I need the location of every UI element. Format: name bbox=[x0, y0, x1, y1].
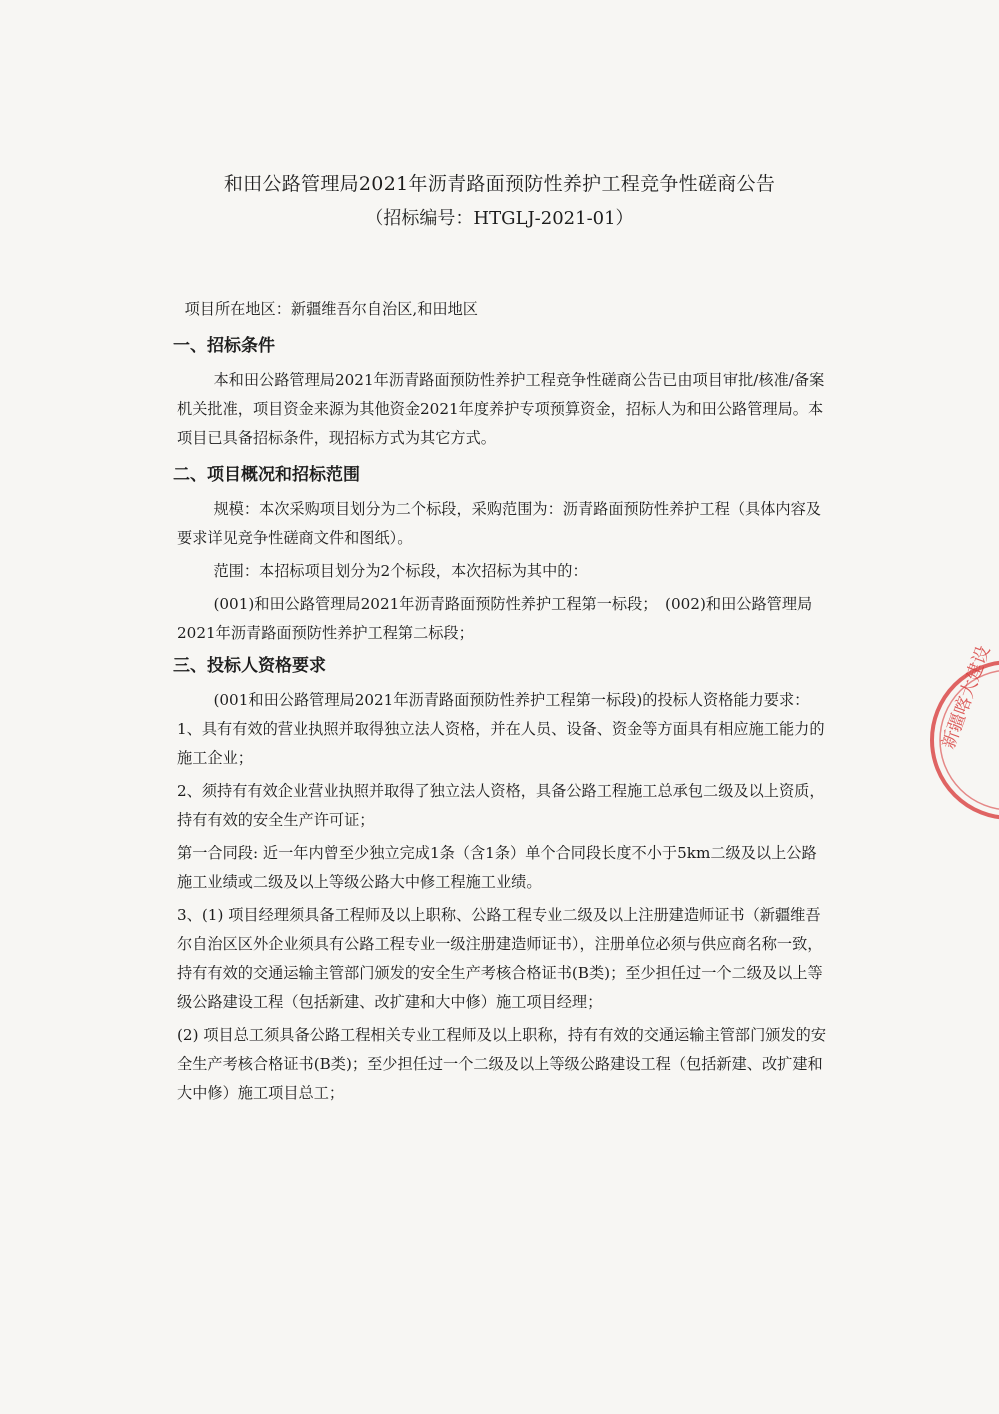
section2-lots: (001)和田公路管理局2021年沥青路面预防性养护工程第一标段； (002)和田公路管理局2021年沥青路面预防性养护工程第二标段； bbox=[177, 595, 813, 642]
section3-req3-1: 3、(1) 项目经理须具备工程师及以上职称、公路工程专业二级及以上注册建造师证书（新疆维吾尔自治区区外企业须具有公路工程专业一级注册建造师证书），注册单位必须与供应商名称一致，持有有效的交通运输主管部门颁发的安全生产考核合格证书(B类)；至少担任过一个二级及以上等级公路建设工程（包括新建、改扩建和大中修）施工项目经理； bbox=[177, 906, 823, 1011]
section3-lot1: 第一合同段: 近一年内曾至少独立完成1条（含1条）单个合同段长度不小于5km二级及以上公路施工业绩或二级及以上等级公路大中修工程施工业绩。 bbox=[177, 844, 817, 891]
section2-scale: 规模：本次采购项目划分为二个标段，采购范围为：沥青路面预防性养护工程（具体内容及要求详见竞争性磋商文件和图纸）。 bbox=[177, 500, 821, 547]
section3-req2: 2、须持有有效企业营业执照并取得了独立法人资格，具备公路工程施工总承包二级及以上资质，持有有效的安全生产许可证； bbox=[177, 782, 825, 829]
seal-text: 新疆喀大建设 bbox=[937, 643, 995, 752]
section2-scope: 范围：本招标项目划分为2个标段，本次招标为其中的： bbox=[213, 562, 588, 580]
document-body bbox=[173, 295, 827, 1108]
section2-heading: 二、项目概况和招标范围 bbox=[173, 465, 360, 485]
red-seal-stamp bbox=[925, 640, 999, 840]
section1-paragraph: 本和田公路管理局2021年沥青路面预防性养护工程竞争性磋商公告已由项目审批/核准/备案机关批准，项目资金来源为其他资金2021年度养护专项预算资金，招标人为和田公路管理局。本项目已具备招标条件，现招标方式为其它方式。 bbox=[177, 371, 825, 447]
project-region: 项目所在地区：新疆维吾尔自治区,和田地区 bbox=[184, 300, 478, 318]
section3-intro: (001和田公路管理局2021年沥青路面预防性养护工程第一标段)的投标人资格能力要求：1、具有有效的营业执照并取得独立法人资格，并在人员、设备、资金等方面具有相应施工能力的施工企业； bbox=[177, 691, 825, 767]
section3-heading: 三、投标人资格要求 bbox=[173, 656, 326, 676]
section3-req3-2: (2) 项目总工须具备公路工程相关专业工程师及以上职称，持有有效的交通运输主管部门颁发的安全生产考核合格证书(B类)；至少担任过一个二级及以上等级公路建设工程（包括新建、改扩建和大中修）施工项目总工； bbox=[177, 1026, 827, 1102]
bid-number: （招标编号：HTGLJ-2021-01） bbox=[365, 208, 634, 229]
section1-heading: 一、招标条件 bbox=[173, 336, 275, 356]
document-title: 和田公路管理局2021年沥青路面预防性养护工程竞争性磋商公告 bbox=[223, 173, 776, 195]
